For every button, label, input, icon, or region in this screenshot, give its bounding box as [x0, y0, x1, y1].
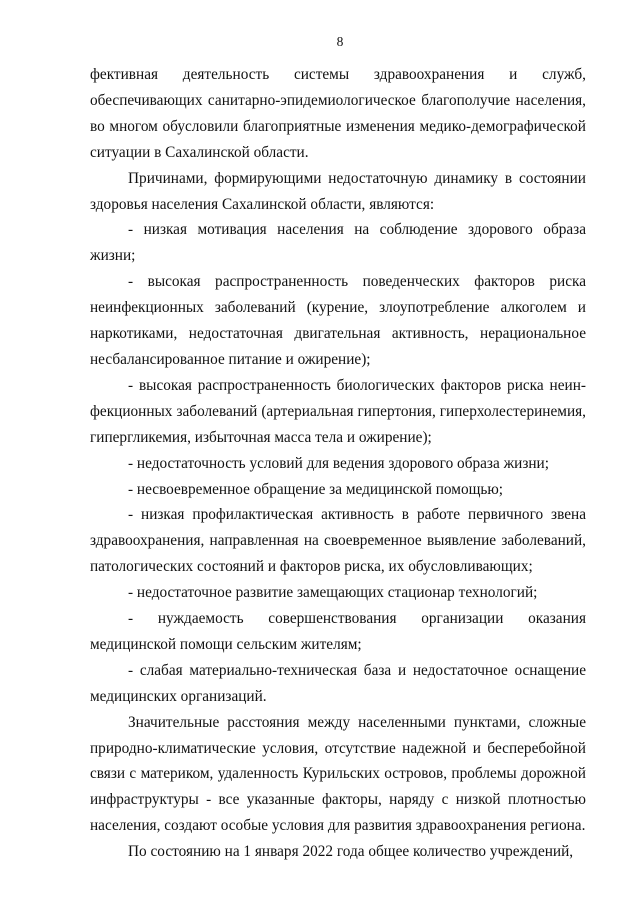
paragraph: - недостаточное развитие замещающих стационар технологий;	[128, 584, 538, 602]
paragraph: фективная деятельность системы здравоохранения и служб, обеспечивающих санитарно-эпидемиологическое благополучие населения, во многом обусловили благоприятные изменения медико-демографической ситуации в Сахалинской области.	[90, 66, 586, 161]
paragraph: - высокая распространенность поведенческих факторов риска неинфекционных заболеваний (курение, злоупотребление алкоголем и наркотиками, недостаточная двигательная активность, нерациональное несбалансированное питание и ожирение);	[90, 273, 586, 368]
paragraph: - высокая распространенность биологических факторов риска неинфекционных заболеваний (артериальная гипертония, гиперхолестеринемия, гипергликемия, избыточная масса тела и ожирение);	[90, 376, 586, 446]
paragraph: - слабая материально-техническая база и недостаточное оснащение медицинских организаций.	[90, 661, 586, 705]
body-text	[90, 62, 586, 865]
paragraph: - несвоевременное обращение за медицинской помощью;	[128, 480, 504, 498]
page-number: 8	[336, 34, 344, 49]
paragraph: - нуждаемость совершенствования организации оказания медицинской помощи сельским жителям;	[90, 610, 586, 653]
paragraph: По состоянию на 1 января 2022 года общее количество учреждений,	[128, 843, 574, 861]
paragraph: Значительные расстояния между населенными пунктами, сложные природно-климатические условия, отсутствие надежной и бесперебойной связи с материком, удаленность Курильских островов, проблемы дорожной инфраструктуры - все указанные факторы, наряду с низкой плотностью населения, создают особые условия для развития здравоохранения региона.	[90, 713, 586, 835]
paragraph: - низкая профилактическая активность в работе первичного звена здравоохранения, направленная на своевременное выявление заболеваний, патологических состояний и факторов риска, их обусловливающих;	[90, 506, 586, 576]
paragraph: - низкая мотивация населения на соблюдение здорового образа жизни;	[90, 221, 586, 265]
paragraph: Причинами, формирующими недостаточную динамику в состоянии здоровья населения Сахалинской области, являются:	[90, 169, 586, 213]
paragraph: - недостаточность условий для ведения здорового образа жизни;	[128, 454, 549, 472]
